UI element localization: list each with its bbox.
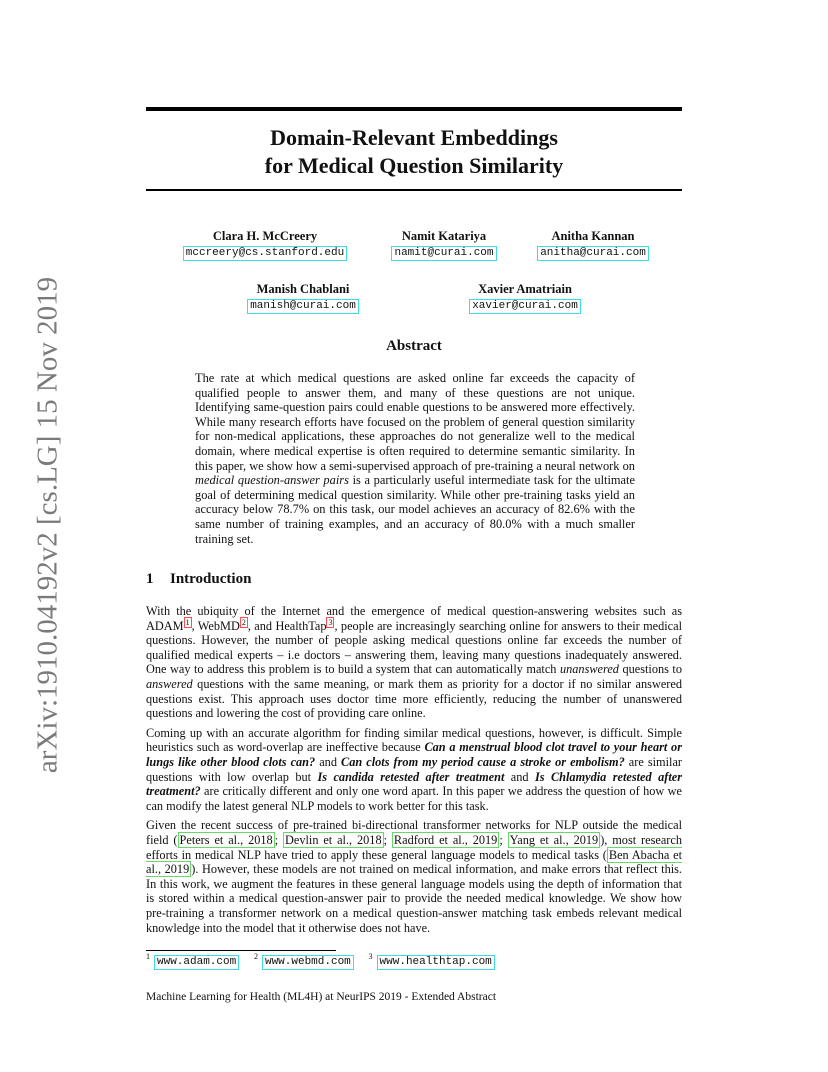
abstract-heading: Abstract [386,338,442,354]
footnote-ref-link[interactable]: 1 [185,617,190,627]
author-block [458,281,592,314]
section-number: 1 [146,571,154,587]
arxiv-id: arXiv:1910.04192v2 [cs.LG] 15 Nov 2019 [31,276,64,774]
author-name: Anitha Kannan [551,229,635,243]
footnote: $^1$ www.adam.com [146,955,239,967]
author-name: Namit Katariya [401,229,487,243]
author-name: Manish Chablani [256,282,350,296]
title-top-rule [146,107,682,111]
citation-link[interactable]: Devlin et al., 2018 [285,833,382,847]
footnote-rule [146,950,336,951]
title-line-2: for Medical Question Similarity [264,153,564,178]
section-heading [146,571,251,588]
footnote-url-link[interactable]: www.adam.com [154,955,239,970]
citation-link[interactable]: Radford et al., 2019 [393,833,498,847]
author-email-link[interactable]: mccreery@cs.stanford.edu [183,246,347,261]
citation-link[interactable]: Ben Abacha et al., 2019 [146,847,682,877]
section-title: Introduction [170,571,252,587]
paragraph: Given the recent success of pre-trained bi-directional transformer networks for NLP outside the medical field ( Peters et al., 2018 ; Devlin et al., 2018 ; Radford et al., 2019 ; Yang et al., 2019 ), most research efforts in medical NLP have tried to apply these general language models to medical tasks ( Ben Abacha et al., 2019 ). However, these models are not trained on medical information, and make errors that reflect this. In this work, we augment the features in these general language models using the depth of information that is stored within a medical question-answer pair to provide the needed medical knowledge. We show how pre-training a transformer network on a medical question-answer matching task embeds relevant medical knowledge into the model that it otherwise does not have. [146,818,682,935]
author-block [528,228,658,261]
paragraph: Coming up with an accurate algorithm for finding similar medical questions, however, is difficult. Simple heuristics such as word-overlap are ineffective because Can a menstrual blood clot travel to your heart or lungs like other blood clots can? and Can clots from my period cause a stroke or embolism? are similar questions with low overlap but Is candida retested after treatment and Is Chlamydia retested after treatment? are critically different and only one word apart. In this paper we address the question of how we can modify the latest general NLP models to work better for this task. [146,725,683,813]
body-text [146,604,682,940]
arxiv-stamp [31,276,64,774]
author-block [382,228,506,261]
author-block [170,228,360,261]
author-email-link[interactable]: anitha@curai.com [537,246,649,261]
author-name: Clara H. McCreery [212,229,318,243]
author-email-link[interactable]: manish@curai.com [247,299,359,314]
citation-link[interactable]: Peters et al., 2018 [179,833,273,847]
footnote: $^2$ www.webmd.com [254,955,354,967]
page-footer: Machine Learning for Health (ML4H) at NeurIPS 2019 - Extended Abstract [146,991,497,1003]
footnote-ref-link[interactable]: 3 [328,617,333,627]
paragraph: With the ubiquity of the Internet and the emergence of medical question-answering websites such as ADAM $^1$ , WebMD $^2$ , and HealthTap $^3$ , people are increasingly searching online for answers to their medical questions. However, the number of people asking medical questions online far exceeds the number of qualified medical experts – i.e doctors – answering them, leaving many questions inadequately answered. One way to address this problem is to build a system that can automatically match unanswered questions to answered questions with the same meaning, or mark them as priority for a doctor if no similar answered questions exist. This approach uses doctor time more efficiently, reducing the number of unanswered questions and lowering the cost of providing care online. [146,604,683,721]
footnote-ref-link[interactable]: 2 [241,617,246,627]
footnotes [146,952,507,970]
title-bottom-rule [146,189,682,191]
paper-title [146,124,682,180]
author-email-link[interactable]: namit@curai.com [391,246,496,261]
author-block [238,281,368,314]
abstract-text: The rate at which medical questions are asked online far exceeds the capacity of qualified people to answer them, and many of these questions are not unique. Identifying same-question pairs could enable questions to be answered more effectively. While many research efforts have focused on the problem of general question similarity for non-medical applications, these approaches do not generalize well to the medical domain, where medical expertise is often required to determine semantic similarity. In this paper, we show how a semi-supervised approach of pre-training a neural network on medical question-answer pairs is a particularly useful intermediate task for the ultimate goal of determining medical question similarity. While other pre-training tasks yield an accuracy below 78.7% on this task, our model achieves an accuracy of 82.6% with the same number of training examples, and an accuracy of 80.0% with a much smaller training set. [195,371,635,546]
title-line-1: Domain-Relevant Embeddings [270,125,558,150]
footnote: $^3$ www.healthtap.com [369,955,495,967]
author-email-link[interactable]: xavier@curai.com [469,299,581,314]
author-name: Xavier Amatriain [478,282,572,296]
footnote-url-link[interactable]: www.healthtap.com [377,955,495,970]
citation-link[interactable]: Yang et al., 2019 [509,833,599,847]
footnote-url-link[interactable]: www.webmd.com [262,955,354,970]
